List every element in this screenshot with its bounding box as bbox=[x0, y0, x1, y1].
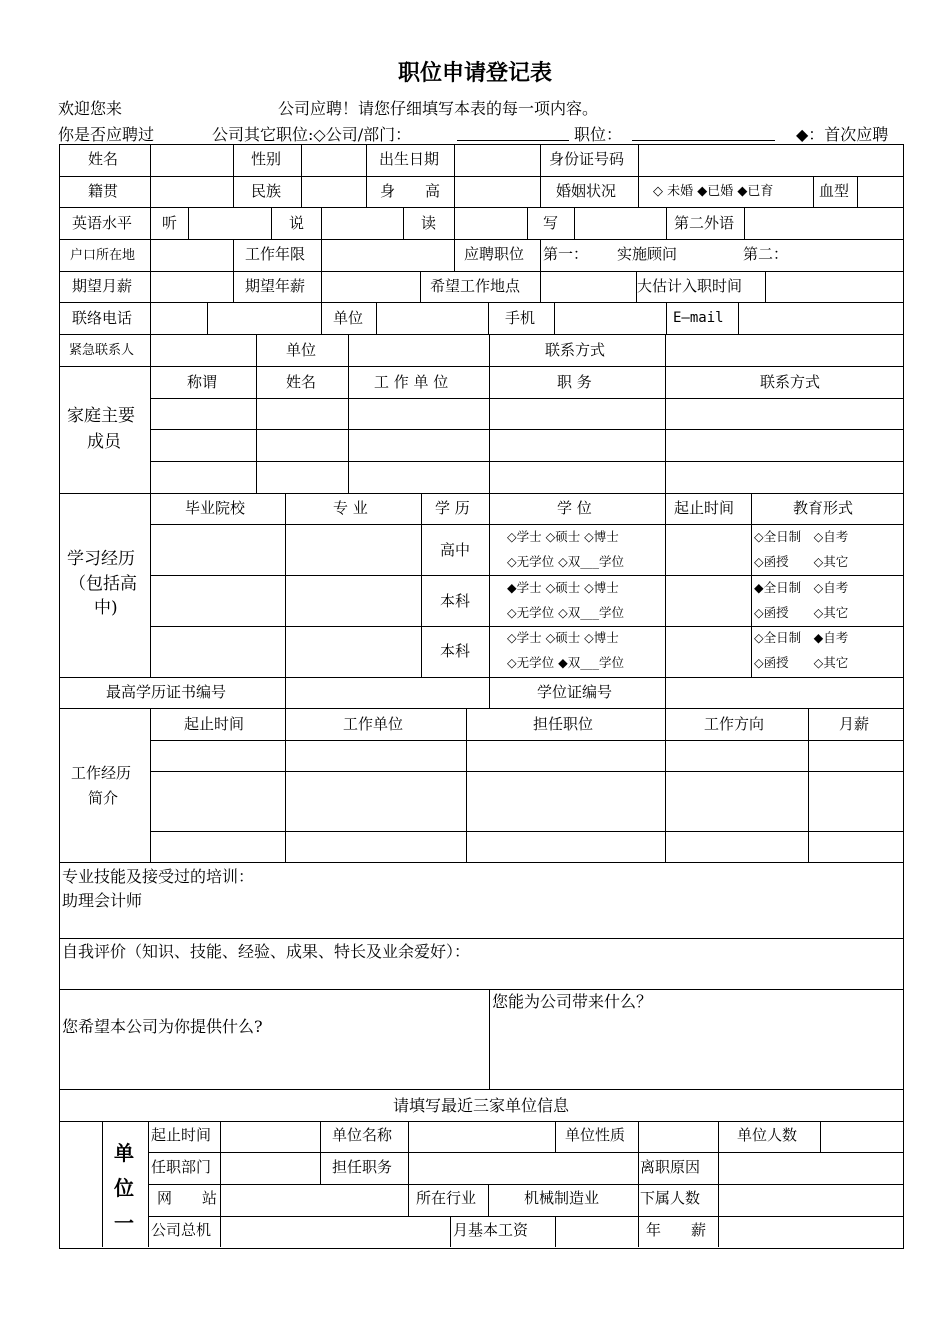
unit-one-side-3: 一 bbox=[114, 1211, 134, 1235]
expect-bring-label: 您能为公司带来什么？ bbox=[492, 992, 653, 1011]
welcome-text: 公司应聘！请您仔细填写本表的每一项内容。 bbox=[278, 99, 599, 118]
welcome-prefix: 欢迎您来 bbox=[58, 99, 123, 118]
first-choice-value[interactable]: 实施顾问 bbox=[617, 245, 678, 263]
birth-label: 出生日期 bbox=[379, 150, 440, 168]
edu-row-1-form-b[interactable]: ◇函授 ◇其它 bbox=[754, 554, 849, 569]
first-choice-label: 第一： bbox=[543, 245, 589, 263]
edu-row-1-degree-a[interactable]: ◇学士 ◇硕士 ◇博士 bbox=[507, 529, 619, 544]
family-header-employer: 工 作 单 位 bbox=[374, 373, 449, 391]
unit-one-side-1: 单 bbox=[114, 1141, 134, 1165]
family-label-2: 成员 bbox=[87, 432, 121, 452]
marital-label: 婚姻状况 bbox=[556, 182, 617, 200]
year-salary-label: 期望年薪 bbox=[245, 277, 306, 295]
gender-label: 性别 bbox=[251, 150, 282, 168]
work-header-direction: 工作方向 bbox=[704, 715, 765, 733]
id-label: 身份证号码 bbox=[549, 150, 625, 168]
mobile-label: 手机 bbox=[505, 309, 536, 327]
work-label-1: 工作经历 bbox=[71, 764, 132, 782]
education-label-1: 学习经历 bbox=[67, 549, 135, 569]
unit-one-side-2: 位 bbox=[114, 1176, 134, 1200]
recent-leave-reason-label: 离职原因 bbox=[640, 1158, 701, 1176]
work-header-salary: 月薪 bbox=[839, 715, 870, 733]
recent-position-label: 担任职务 bbox=[332, 1158, 393, 1176]
page-title: 职位申请登记表 bbox=[397, 61, 552, 86]
email-label: E—mail bbox=[673, 310, 724, 326]
edu-row-3-degree-a[interactable]: ◇学士 ◇硕士 ◇博士 bbox=[507, 630, 619, 645]
emergency-unit-label: 单位 bbox=[286, 341, 317, 359]
unit-label: 单位 bbox=[333, 309, 364, 327]
blood-label: 血型 bbox=[819, 182, 850, 200]
work-header-period: 起止时间 bbox=[184, 715, 245, 733]
work-header-position: 担任职位 bbox=[533, 715, 594, 733]
recent-start-time-label: 起止时间 bbox=[151, 1126, 212, 1144]
other-position-label: 公司其它职位:◇公司/部门： bbox=[212, 125, 412, 144]
ethnic-label: 民族 bbox=[251, 182, 282, 200]
family-label-1: 家庭主要 bbox=[67, 406, 135, 426]
marital-options[interactable]: ◇ 未婚 ◆已婚 ◆已育 bbox=[653, 184, 774, 199]
recent-switchboard-label: 公司总机 bbox=[151, 1221, 212, 1239]
edu-header-major: 专 业 bbox=[333, 499, 368, 517]
recent-website-label: 网 站 bbox=[157, 1189, 218, 1207]
cert-number-label: 最高学历证书编号 bbox=[106, 683, 227, 701]
self-evaluation-label: 自我评价（知识、技能、经验、成果、特长及业余爱好）： bbox=[62, 942, 471, 961]
origin-label: 籍贯 bbox=[88, 182, 119, 200]
edu-row-2-form-b[interactable]: ◇函授 ◇其它 bbox=[754, 605, 849, 620]
recent-units-heading: 请填写最近三家单位信息 bbox=[392, 1096, 569, 1115]
years-label: 工作年限 bbox=[245, 245, 306, 263]
name-label: 姓名 bbox=[88, 150, 119, 168]
applied-before-label: 你是否应聘过 bbox=[58, 125, 155, 144]
edu-row-3-degree-b[interactable]: ◇无学位 ◆双___学位 bbox=[507, 655, 624, 670]
work-header-employer: 工作单位 bbox=[343, 715, 404, 733]
edu-header-level: 学 历 bbox=[435, 499, 470, 517]
edu-row-3-level: 本科 bbox=[440, 642, 471, 660]
edu-row-2-level: 本科 bbox=[440, 592, 471, 610]
edu-header-school: 毕业院校 bbox=[185, 499, 246, 517]
recent-dept-label: 任职部门 bbox=[151, 1158, 212, 1176]
education-label-2: （包括高 bbox=[69, 574, 137, 594]
family-header-position: 职 务 bbox=[557, 373, 592, 391]
family-header-name: 姓名 bbox=[286, 373, 317, 391]
hukou-label: 户口所在地 bbox=[70, 248, 136, 263]
listen-label: 听 bbox=[162, 214, 178, 232]
apply-position-label: 应聘职位 bbox=[464, 245, 525, 263]
recent-unit-nature-label: 单位性质 bbox=[565, 1126, 626, 1144]
recent-unit-size-label: 单位人数 bbox=[737, 1126, 798, 1144]
recent-annual-salary-label: 年 薪 bbox=[646, 1221, 707, 1239]
edu-row-1-degree-b[interactable]: ◇无学位 ◇双___学位 bbox=[507, 554, 624, 569]
expect-offer-label: 您希望本公司为你提供什么? bbox=[62, 1017, 263, 1036]
edu-header-degree: 学 位 bbox=[557, 499, 592, 517]
education-label-3: 中) bbox=[94, 598, 118, 618]
edu-row-1-form-a[interactable]: ◇全日制 ◇自考 bbox=[754, 529, 849, 544]
department-field[interactable] bbox=[457, 140, 569, 141]
family-header-title: 称谓 bbox=[187, 373, 218, 391]
recent-unit-name-label: 单位名称 bbox=[332, 1126, 393, 1144]
position-label: 职位： bbox=[574, 125, 623, 144]
edu-row-3-form-a[interactable]: ◇全日制 ◆自考 bbox=[754, 630, 849, 645]
height-label: 身 高 bbox=[380, 182, 441, 200]
edu-row-1-level: 高中 bbox=[440, 541, 471, 559]
family-header-contact: 联系方式 bbox=[760, 373, 821, 391]
skills-label: 专业技能及接受过的培训： bbox=[62, 867, 255, 886]
edu-header-period: 起止时间 bbox=[674, 499, 735, 517]
edu-header-form: 教育形式 bbox=[793, 499, 854, 517]
degree-number-label: 学位证编号 bbox=[537, 683, 613, 701]
edu-row-3-form-b[interactable]: ◇函授 ◇其它 bbox=[754, 655, 849, 670]
second-choice-label: 第二： bbox=[743, 245, 789, 263]
english-label: 英语水平 bbox=[72, 214, 133, 232]
recent-industry-label: 所在行业 bbox=[416, 1189, 477, 1207]
write-label: 写 bbox=[543, 214, 559, 232]
second-language-label: 第二外语 bbox=[674, 214, 735, 232]
position-field[interactable] bbox=[632, 140, 775, 141]
recent-base-salary-label: 月基本工资 bbox=[453, 1221, 529, 1239]
work-place-label: 希望工作地点 bbox=[430, 277, 521, 295]
month-salary-label: 期望月薪 bbox=[72, 277, 133, 295]
emergency-contact-label: 联系方式 bbox=[545, 341, 606, 359]
edu-row-2-form-a[interactable]: ◆全日制 ◇自考 bbox=[754, 580, 849, 595]
first-time-option[interactable]: ◆：首次应聘 bbox=[796, 125, 889, 144]
read-label: 读 bbox=[421, 214, 437, 232]
emergency-label: 紧急联系人 bbox=[69, 343, 135, 358]
recent-subordinates-label: 下属人数 bbox=[640, 1189, 701, 1207]
skills-value[interactable]: 助理会计师 bbox=[62, 891, 143, 910]
start-time-label: 大估计入职时间 bbox=[637, 277, 743, 295]
work-label-2: 简介 bbox=[88, 789, 119, 807]
edu-row-2-degree-a[interactable]: ◆学士 ◇硕士 ◇博士 bbox=[507, 580, 619, 595]
edu-row-2-degree-b[interactable]: ◇无学位 ◇双___学位 bbox=[507, 605, 624, 620]
phone-label: 联络电话 bbox=[72, 309, 133, 327]
speak-label: 说 bbox=[289, 214, 305, 232]
recent-industry-value[interactable]: 机械制造业 bbox=[524, 1189, 600, 1207]
